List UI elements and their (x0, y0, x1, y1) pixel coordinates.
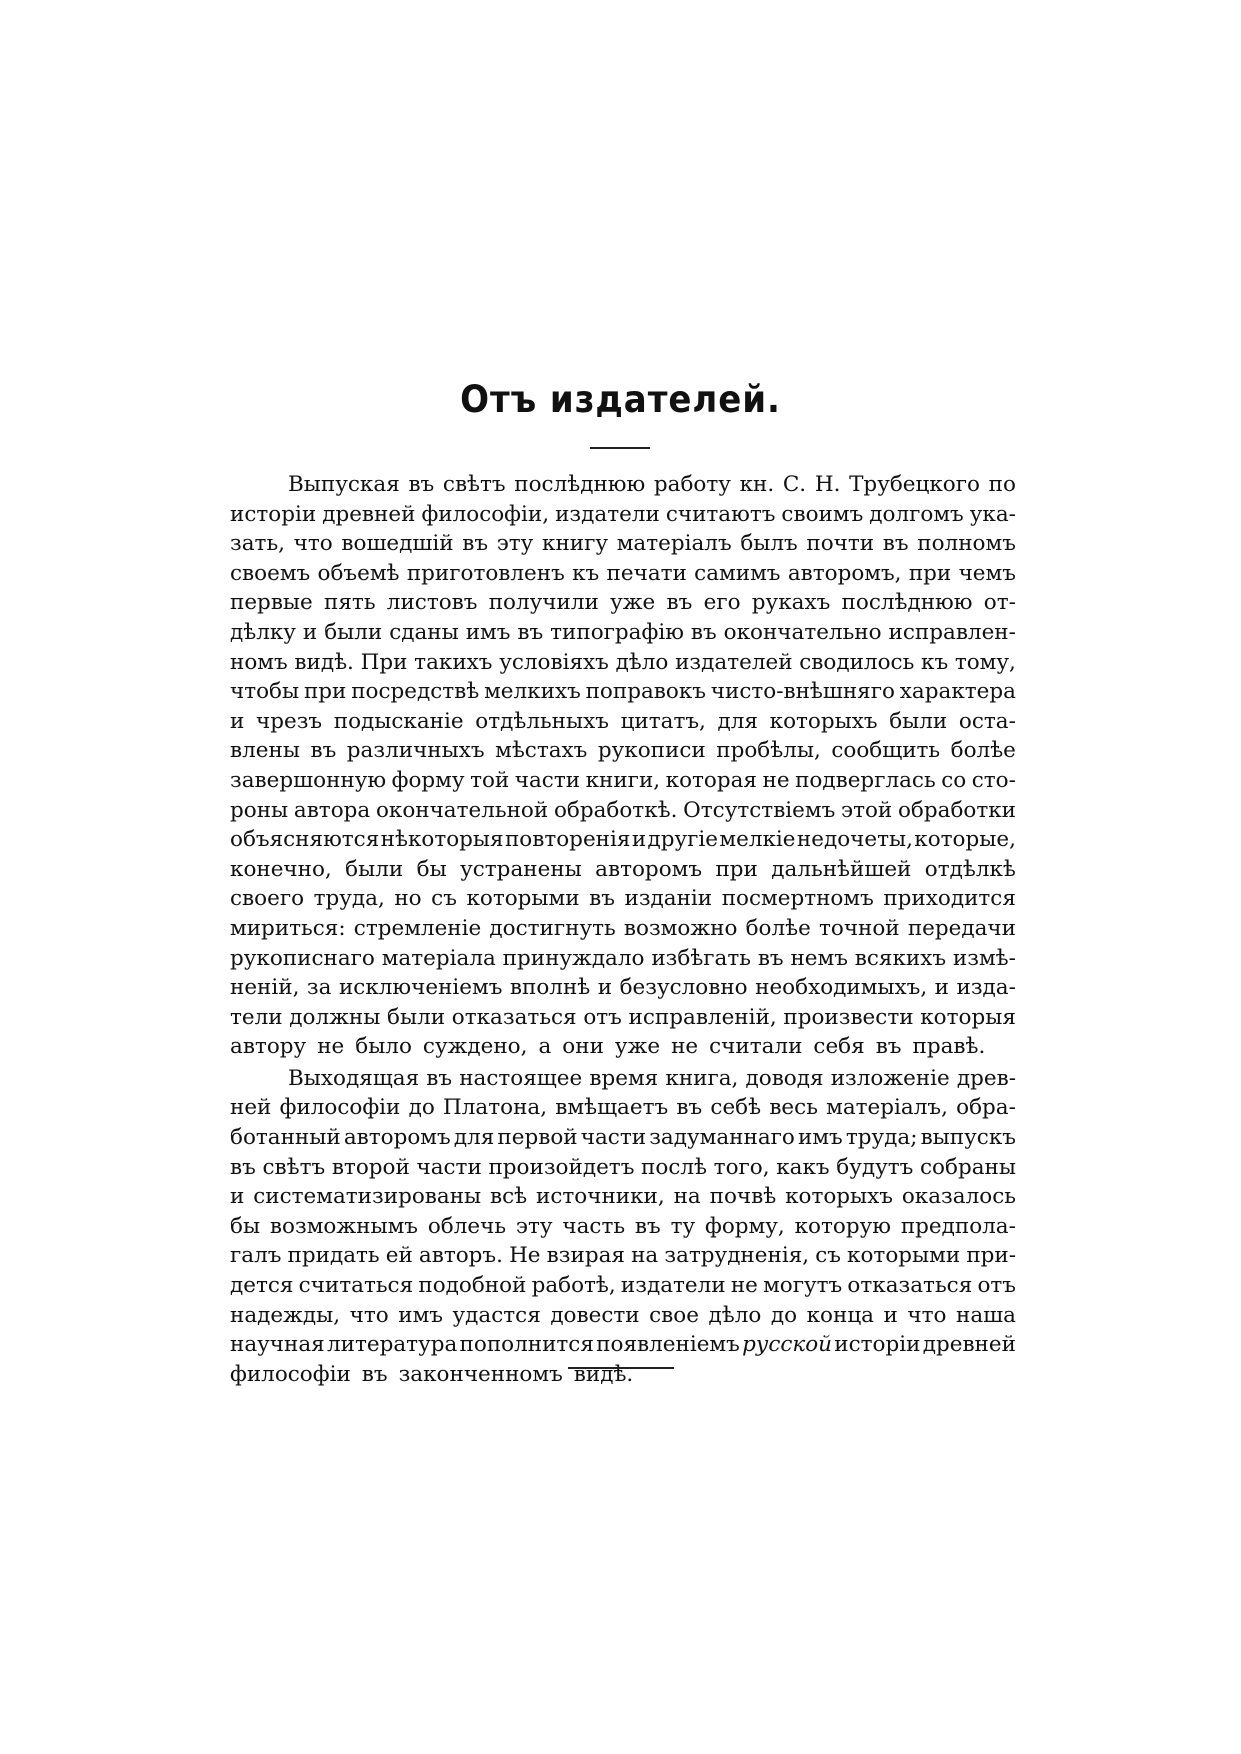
text-line: и систематизированы всѣ источники, на почвѣ которыхъ оказалось (230, 1184, 1016, 1210)
text-line: бы возможнымъ облечь эту часть въ ту форму, которую предпола- (230, 1213, 1016, 1239)
text-line: роны автора окончательной обработкѣ. Отсутствіемъ этой обработки (230, 797, 1016, 823)
text-line: и чрезъ подысканіе отдѣльныхъ цитатъ, для которыхъ были оста- (230, 708, 1016, 734)
text-line: объясняются нѣкоторыя повторенія и другіе мелкіе недочеты, которые, (230, 827, 1016, 853)
text-line: Выходящая въ настоящее время книга, доводя изложеніе древ- (288, 1065, 1016, 1091)
text-line: въ свѣтъ второй части произойдетъ послѣ того, какъ будутъ собраны (230, 1154, 1016, 1180)
text-line: мириться: стремленіе достигнуть возможно болѣе точной передачи (230, 915, 1016, 941)
text-line: ботанный авторомъ для первой части задуманнаго имъ труда; выпускъ (230, 1125, 1016, 1151)
text-line: дется считаться подобной работѣ, издатели не могутъ отказаться отъ (230, 1273, 1016, 1299)
text-line: дѣлку и были сданы имъ въ типографію въ окончательно исправлен- (230, 619, 1016, 645)
text-line: надежды, что имъ удастся довести свое дѣло до конца и что наша (230, 1302, 1016, 1328)
body-text (230, 470, 1016, 1389)
text-line: неній, за исключеніемъ вполнѣ и безусловно необходимыхъ, и изда- (230, 975, 1016, 1001)
text-line: завершонную форму той части книги, которая не подверглась со сто- (230, 767, 1016, 793)
text-line: Выпуская въ свѣтъ послѣднюю работу кн. С. Н. Трубецкого по (288, 472, 1016, 497)
text-line: номъ видѣ. При такихъ условіяхъ дѣло издателей сводилось къ тому, (230, 649, 1016, 675)
text-line: философіи въ законченномъ видѣ. (230, 1361, 634, 1387)
text-line: тели должны были отказаться отъ исправленій, произвести которыя (230, 1004, 1016, 1030)
text-line: ней философіи до Платона, вмѣщаетъ въ себѣ весь матеріалъ, обра- (230, 1095, 1016, 1121)
text-line: галъ придать ей авторъ. Не взирая на затрудненія, съ которыми при- (230, 1243, 1016, 1269)
text-line: своего труда, но съ которыми въ изданіи посмертномъ приходится (230, 886, 1016, 912)
paragraph (230, 1064, 1016, 1390)
text-line: исторіи древней философіи, издатели считаютъ своимъ долгомъ ука- (230, 501, 1016, 527)
text-line: автору не было суждено, а они уже не считали себя въ правѣ. (230, 1034, 986, 1060)
text-line: рукописнаго матеріала принуждало избѣгать въ немъ всякихъ измѣ- (230, 945, 1016, 971)
text-line: своемъ объемѣ приготовленъ къ печати самимъ авторомъ, при чемъ (230, 560, 1016, 586)
title-divider (590, 447, 650, 449)
text-line: влены въ различныхъ мѣстахъ рукописи пробѣлы, сообщить болѣе (230, 738, 1016, 764)
text-line: первые пять листовъ получили уже въ его рукахъ послѣднюю от- (230, 590, 1016, 616)
text-line: чтобы при посредствѣ мелкихъ поправокъ чисто-внѣшняго характера (230, 679, 1016, 705)
end-divider (568, 1367, 674, 1369)
text-line: научная литература пополнится появленіемъ русской исторіи древней (230, 1332, 1016, 1358)
text-line: зать, что вошедшій въ эту книгу матеріалъ былъ почти въ полномъ (230, 531, 1016, 557)
text-line: конечно, были бы устранены авторомъ при дальнѣйшей отдѣлкѣ (230, 856, 1016, 882)
paragraph (230, 470, 1016, 1062)
page-title: Отъ издателей. (460, 378, 781, 421)
